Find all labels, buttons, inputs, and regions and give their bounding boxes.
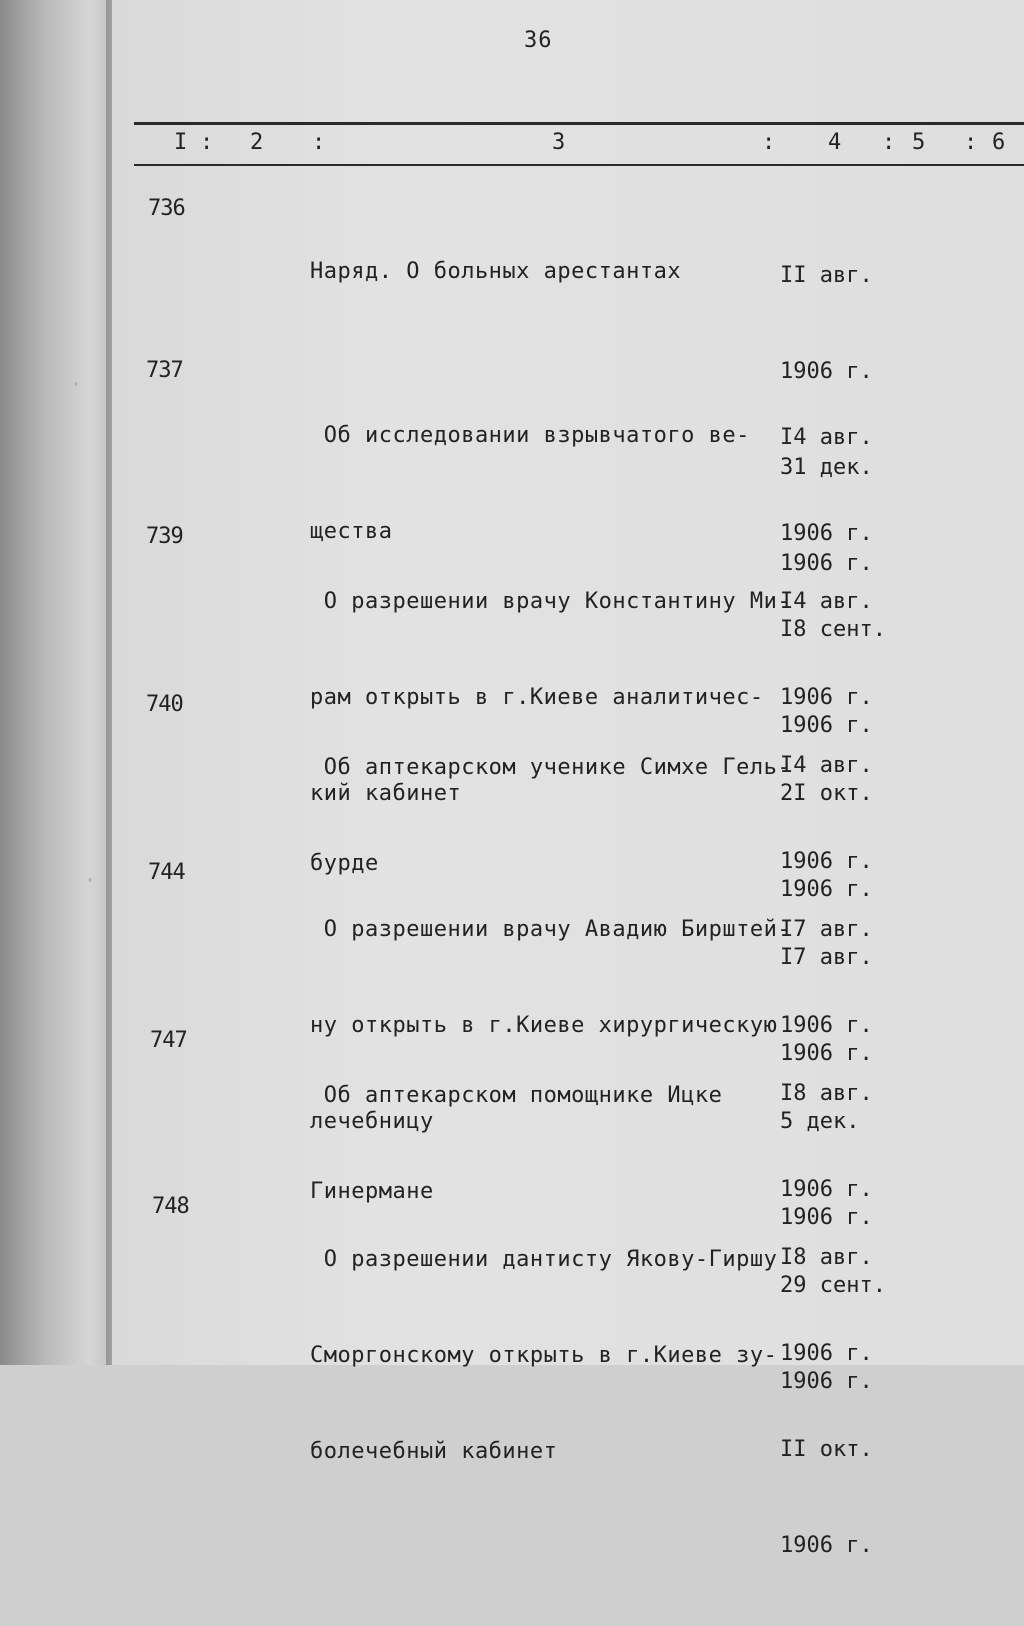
entry-title-line: О разрешении врачу Авадию Бирштей- [310,917,792,942]
entry-date-line: I8 авг. [780,1245,873,1270]
entry-title-line: лечебницу [310,1109,434,1134]
entry-title-line: болечебный кабинет [310,1439,558,1464]
entry-number: 748 [152,1194,189,1219]
page-binding-gutter [0,0,112,1365]
column-separator: : [762,130,776,155]
entry-date-line: I4 авг. [780,589,873,614]
entry-title-line: щества [310,519,393,544]
entry-title-line: Сморгонскому открыть в г.Киеве зу- [310,1343,778,1368]
entry-date-line: 1906 г. [780,685,873,710]
entry-date-line: 2I окт. [780,781,873,806]
entry-date-line: 1906 г. [780,551,873,576]
entry-date-line: 1906 г. [780,1533,873,1558]
entry-number: 747 [150,1028,187,1053]
entry-date-line: 1906 г. [780,849,873,874]
entry-date-line: I8 авг. [780,1081,873,1106]
entry-title-line: Об аптекарском помощнике Ицке [310,1083,723,1108]
entry-date-line: 1906 г. [780,877,873,902]
entry-title [310,192,780,352]
entry-date-line: 1906 г. [780,359,873,384]
entry-title-line: кий кабинет [310,781,462,806]
entry-title-line: Гинермане [310,1179,434,1204]
entry-title-line: Об аптекарском ученике Симхе Гель- [310,755,792,780]
entry-date-line: 1906 г. [780,1341,873,1366]
entry-date-line: 1906 г. [780,1041,873,1066]
entry-dates [780,1178,873,1626]
entry-number: 737 [146,358,183,383]
page-number: 36 [524,28,553,53]
entry-date-line: 31 дек. [780,455,873,480]
column-header-2: 2 [250,130,264,155]
entry-number: 739 [146,524,183,549]
entry-title-line: О разрешении дантисту Якову-Гиршу [310,1247,778,1272]
entry-date-line: 1906 г. [780,1369,873,1394]
bleed-through-mark: · [70,372,83,396]
entry-date-line: 1906 г. [780,1205,873,1230]
column-header-6: 6 [992,130,1006,155]
entry-date-line: I4 авг. [780,425,873,450]
entry-title [310,1180,780,1532]
entry-date-line: I7 авг. [780,945,873,970]
entry-title-line: рам открыть в г.Киеве аналитичес- [310,685,764,710]
entry-number: 744 [148,860,185,885]
document-page [112,0,1024,1558]
bleed-through-mark: · [84,868,97,892]
column-separator: : [200,130,214,155]
entry-title-line: О разрешении врачу Константину Ми- [310,589,792,614]
entry-date-line: I7 авг. [780,917,873,942]
entry-date-line: I4 авг. [780,753,873,778]
entry-title-line: Об исследовании взрывчатого ве- [310,423,750,448]
entry-date-line: 29 сент. [780,1273,886,1298]
entry-number: 740 [146,692,183,717]
entry-number: 736 [148,196,185,221]
table-header-bottom-rule [134,164,1024,166]
entry-date-line: II авг. [780,263,873,288]
entry-title-line: ну открыть в г.Киеве хирургическую [310,1013,778,1038]
column-separator: : [882,130,896,155]
column-separator: : [312,130,326,155]
entry-date-line: II окт. [780,1437,873,1462]
entry-date-line: 1906 г. [780,521,873,546]
column-header-5: 5 [912,130,926,155]
entry-title-line: бурде [310,851,379,876]
column-header-1: I [174,130,188,155]
entry-date-line: 5 дек. [780,1109,860,1134]
entry-date-line: I8 сент. [780,617,886,642]
entry-date-line: 1906 г. [780,1013,873,1038]
entry-date-line: 1906 г. [780,713,873,738]
column-header-4: 4 [828,130,842,155]
column-separator: : [964,130,978,155]
column-header-3: 3 [552,130,566,155]
entry-date-line: 1906 г. [780,1177,873,1202]
table-header-top-rule [134,122,1024,125]
entry-title-line: Наряд. О больных арестантах [310,259,682,284]
